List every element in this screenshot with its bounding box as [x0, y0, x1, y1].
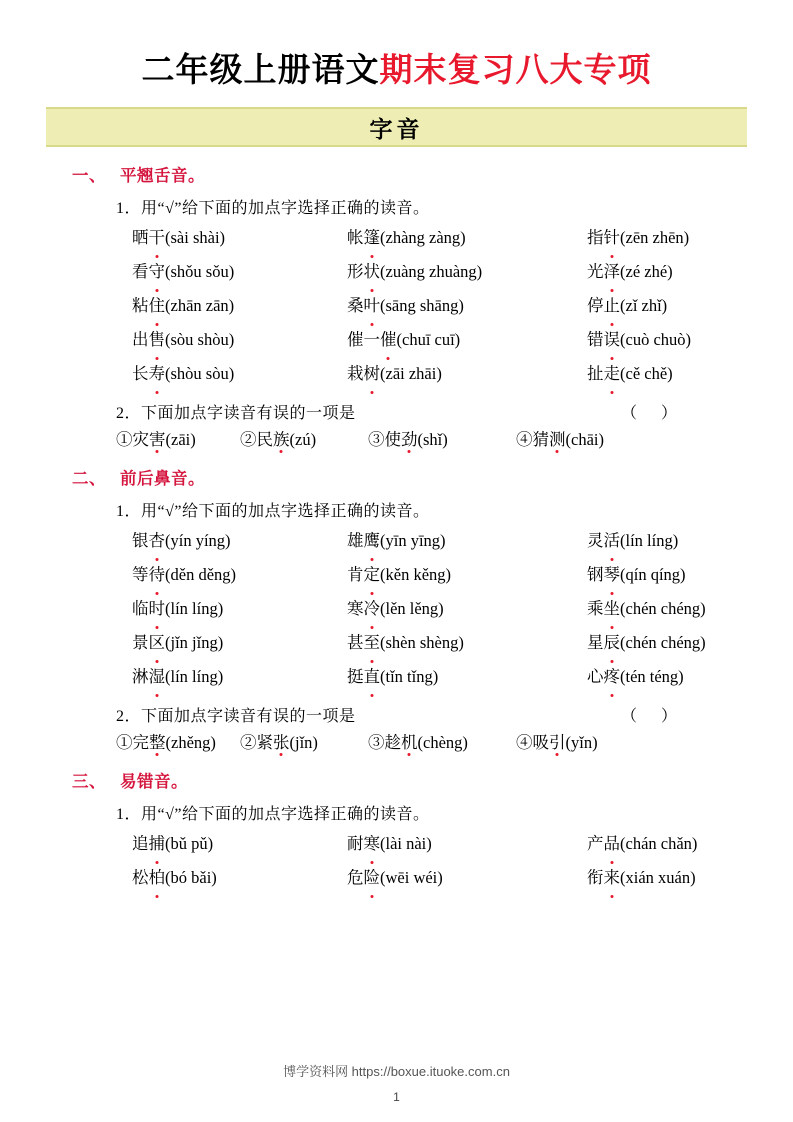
grid-cell: 耐寒(lài nài): [347, 827, 587, 861]
grid-cell: 错误(cuò chuò): [587, 323, 739, 357]
grid-cell: 形状(zuàng zhuàng): [347, 255, 587, 289]
grid-cell: 挺直(tǐn tǐng): [347, 660, 587, 694]
section-banner: [46, 107, 747, 147]
grid-cell: 衔来(xián xuán): [587, 861, 739, 895]
grid-cell: 扯走(cě chě): [587, 357, 739, 391]
option-item: ③使劲(shǐ): [368, 426, 516, 450]
section-number-1: 一、: [72, 167, 106, 185]
answer-grid-1: [62, 221, 739, 391]
grid-cell: 催一催(chuī cuī): [347, 323, 587, 357]
grid-cell: 灵活(lín líng): [587, 524, 739, 558]
grid-cell: 栽树(zāi zhāi): [347, 357, 587, 391]
grid-cell: 银杏(yín yíng): [132, 524, 347, 558]
grid-cell: 星辰(chén chéng): [587, 626, 739, 660]
grid-cell: 产品(chán chǎn): [587, 827, 739, 861]
question-1-1: 1．用“√”给下面的加点字选择正确的读音。: [116, 200, 430, 217]
grid-cell: 光泽(zé zhé): [587, 255, 739, 289]
option-item: ②紧张(jǐn): [240, 729, 368, 753]
answer-grid-3: [62, 827, 739, 895]
grid-cell: 粘住(zhān zān): [132, 289, 347, 323]
page-title-topic: 期末复习八大专项: [379, 51, 652, 88]
grid-cell: 乘坐(chén chéng): [587, 592, 739, 626]
section-banner-label: 字音: [369, 115, 424, 142]
grid-cell: 看守(shǒu sǒu): [132, 255, 347, 289]
grid-cell: 临时(lín líng): [132, 592, 347, 626]
answer-blank-1: （ ）: [620, 405, 687, 422]
option-item: ②民族(zú): [240, 426, 368, 450]
grid-cell: 心疼(tén téng): [587, 660, 739, 694]
options-row-2: [62, 729, 739, 753]
page-title: [46, 0, 747, 91]
page-number: 1: [393, 1090, 400, 1104]
footer-watermark: 博学资料网 https://boxue.ituoke.com.cn: [283, 1064, 510, 1079]
options-row-1: [62, 426, 739, 450]
grid-cell: 桑叶(sāng shāng): [347, 289, 587, 323]
grid-cell: 钢琴(qín qíng): [587, 558, 739, 592]
option-item: ③趁机(chèng): [368, 729, 516, 753]
grid-cell: 寒冷(lěn lěng): [347, 592, 587, 626]
question-2-2: [62, 703, 739, 726]
grid-cell: 出售(sòu shòu): [132, 323, 347, 357]
section-number-2: 二、: [72, 470, 106, 488]
grid-cell: 长寿(shòu sòu): [132, 357, 347, 391]
option-item: ④吸引(yǐn): [516, 729, 598, 753]
grid-cell: 肯定(kěn kěng): [347, 558, 587, 592]
question-3-1: 1．用“√”给下面的加点字选择正确的读音。: [116, 806, 430, 823]
question-2-2-text: 2．下面加点字读音有误的一项是: [116, 708, 356, 725]
grid-cell: 甚至(shèn shèng): [347, 626, 587, 660]
section-heading-3: [62, 768, 739, 792]
question-2-1: 1．用“√”给下面的加点字选择正确的读音。: [116, 503, 430, 520]
section-heading-2: [62, 465, 739, 489]
grid-cell: 雄鹰(yīn yīng): [347, 524, 587, 558]
option-item: ①灾害(zāi): [116, 426, 240, 450]
worksheet-content: [46, 162, 747, 895]
section-name-2: 前后鼻音。: [120, 470, 205, 488]
section-name-1: 平翘舌音。: [120, 167, 205, 185]
grid-cell: 帐篷(zhàng zàng): [347, 221, 587, 255]
grid-cell: 景区(jǐn jǐng): [132, 626, 347, 660]
answer-blank-2: （ ）: [620, 708, 687, 725]
grid-cell: 淋湿(lín líng): [132, 660, 347, 694]
grid-cell: 危险(wēi wéi): [347, 861, 587, 895]
section-name-3: 易错音。: [120, 773, 188, 791]
section-number-3: 三、: [72, 773, 106, 791]
option-item: ④猜测(chāi): [516, 426, 604, 450]
grid-cell: 指针(zēn zhēn): [587, 221, 739, 255]
page-title-grade: 二年级上册语文: [141, 51, 380, 88]
grid-cell: 追捕(bǔ pǔ): [132, 827, 347, 861]
grid-cell: 晒干(sài shài): [132, 221, 347, 255]
question-1-2: [62, 400, 739, 423]
grid-cell: 等待(děn děng): [132, 558, 347, 592]
answer-grid-2: [62, 524, 739, 694]
question-1-2-text: 2．下面加点字读音有误的一项是: [116, 405, 356, 422]
grid-cell: 停止(zǐ zhǐ): [587, 289, 739, 323]
section-heading-1: [62, 162, 739, 186]
grid-cell: 松柏(bó bǎi): [132, 861, 347, 895]
option-item: ①完整(zhěng): [116, 729, 240, 753]
